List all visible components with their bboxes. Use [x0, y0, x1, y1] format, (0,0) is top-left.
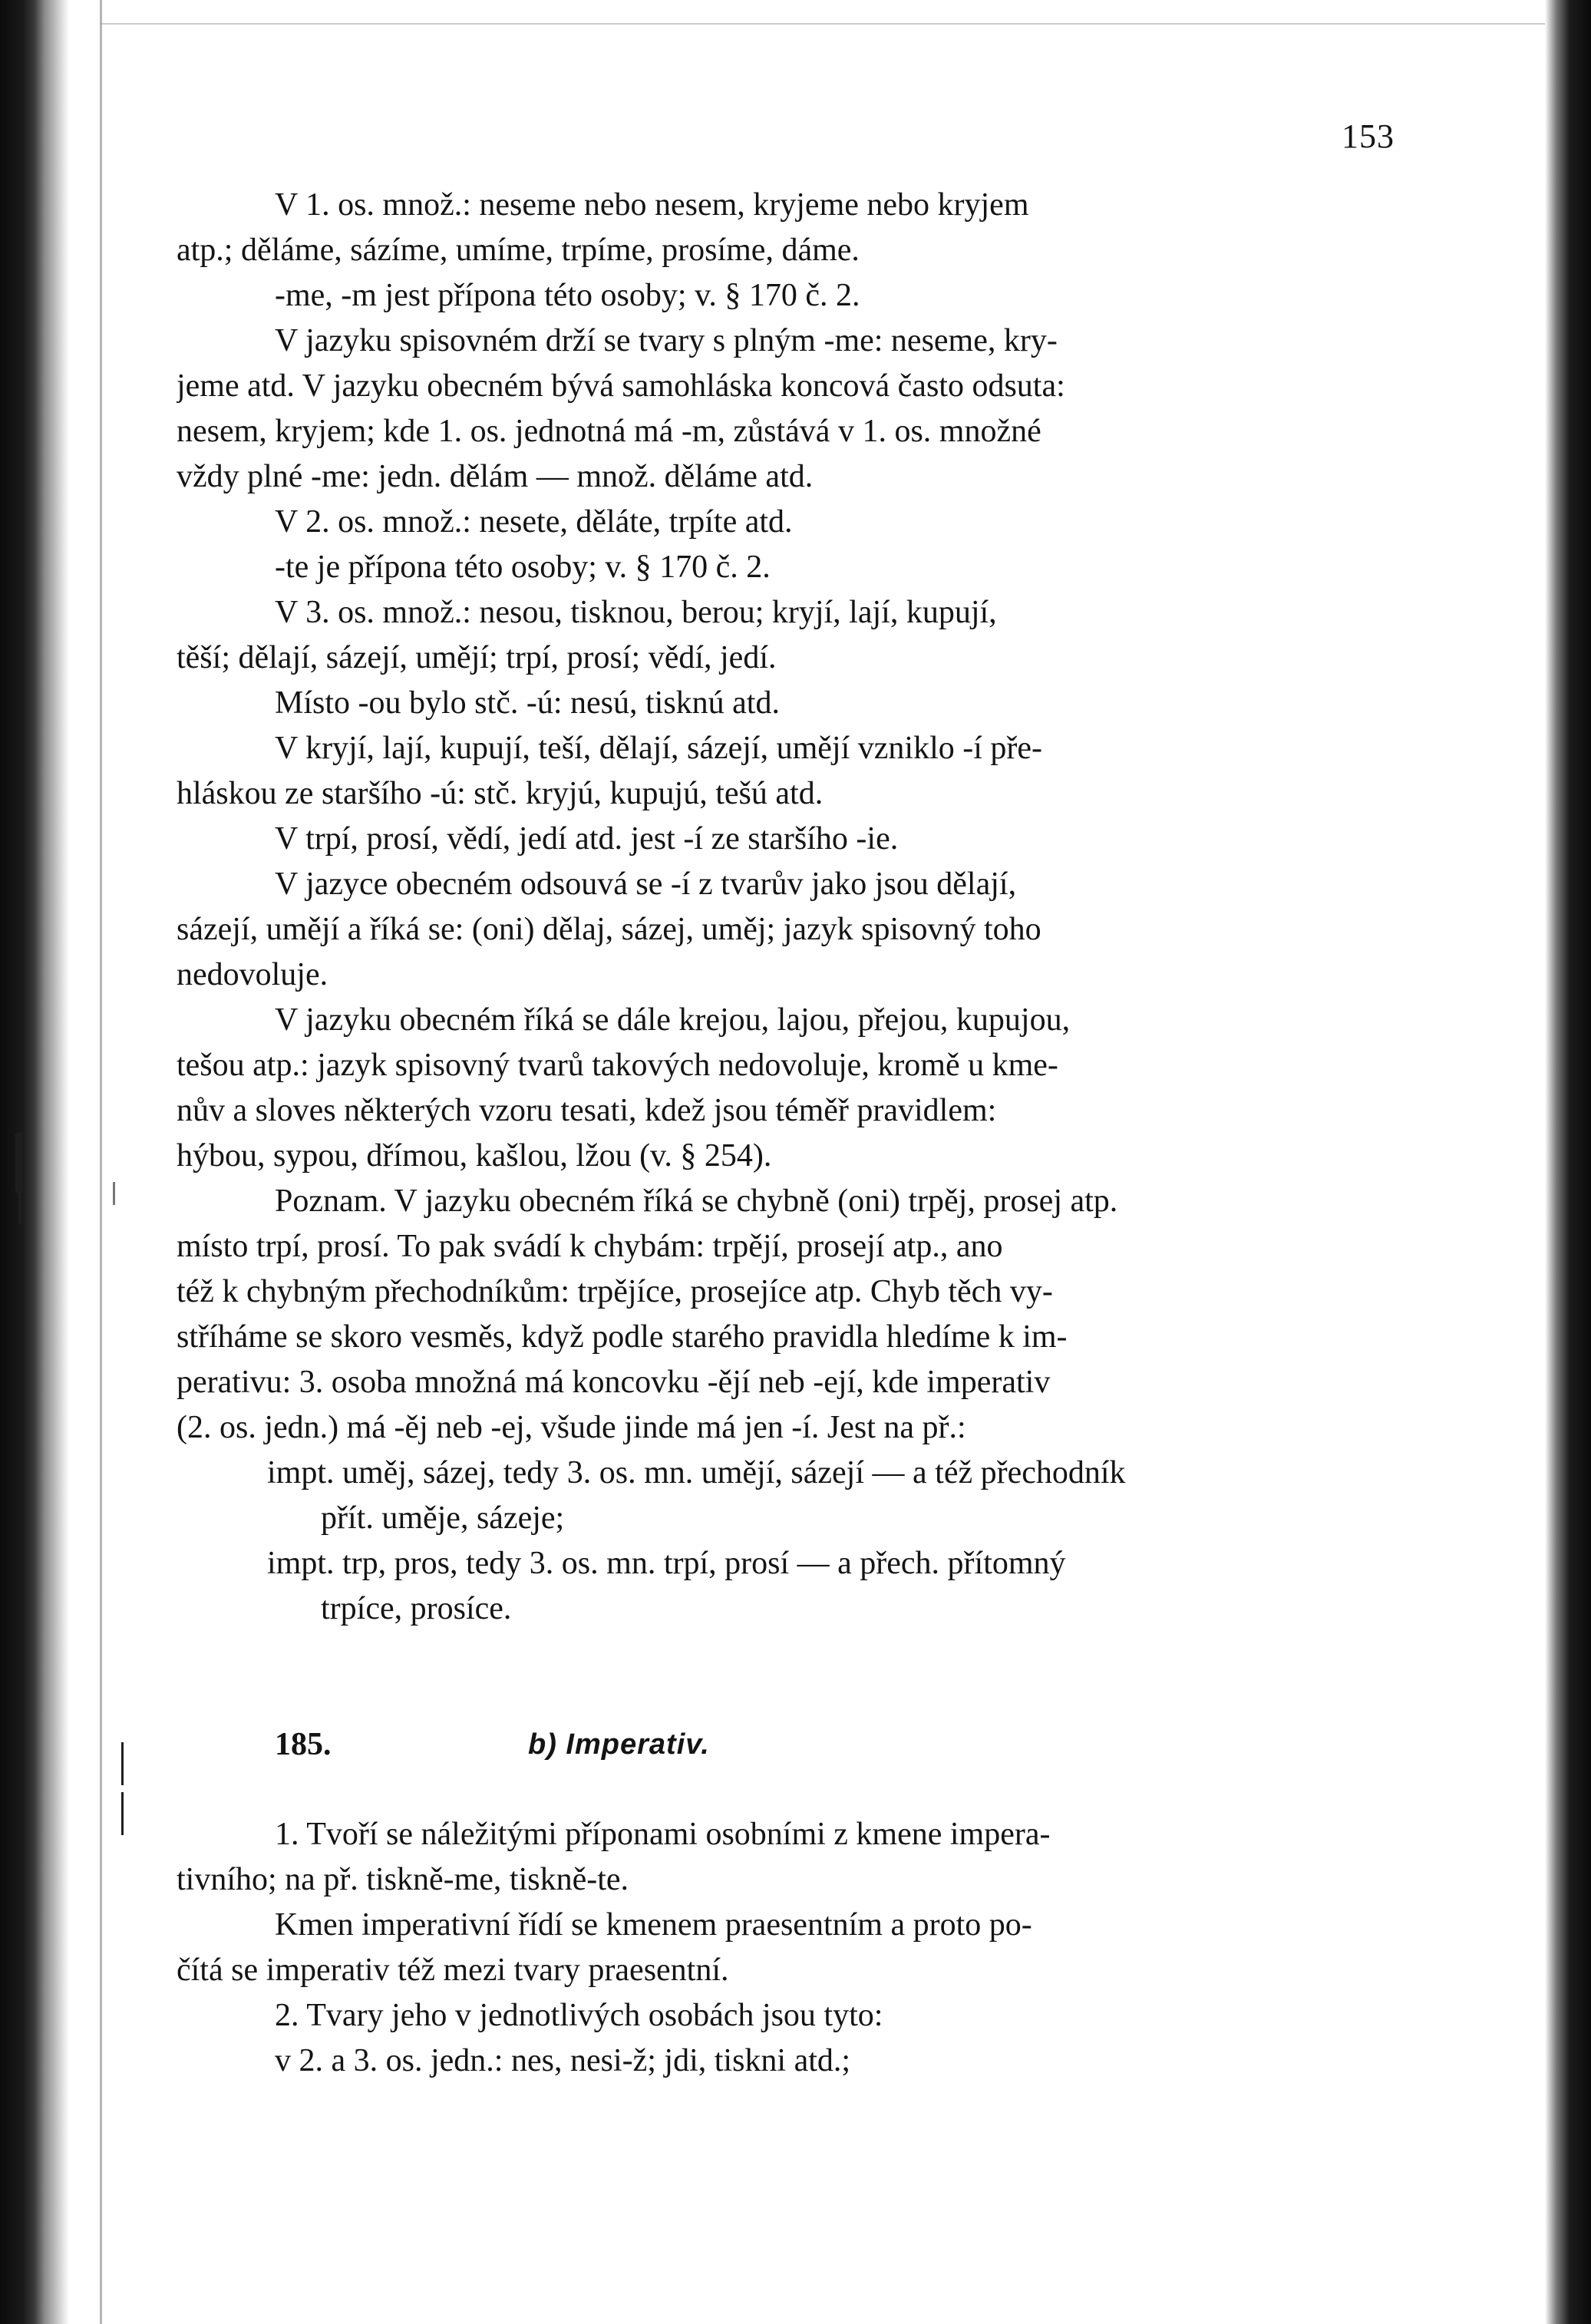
ink-mark: [15, 1132, 23, 1193]
text-line: Poznam. V jazyku obecném říká se chybně (oni) trpěj, prosej atp.: [275, 1183, 1118, 1219]
text-line: hýbou, sypou, dřímou, kašlou, lžou (v. § 254).: [177, 1138, 772, 1174]
text-line: tešou atp.: jazyk spisovný tvarů takových nedovoluje, kromě u kme-: [177, 1048, 1058, 1083]
ink-mark: [121, 1792, 124, 1835]
paragraphs-before: [177, 183, 1412, 1179]
text-line: V 1. os. množ.: neseme nebo nesem, kryjeme nebo kryjem: [275, 187, 1029, 223]
text-line: -te je přípona této osoby; v. § 170 č. 2.: [275, 550, 771, 585]
text-line: těší; dělají, sázejí, umějí; trpí, prosí; vědí, jedí.: [177, 640, 777, 675]
text-line: 2. Tvary jeho v jednotlivých osobách jsou tyto:: [275, 1998, 883, 2033]
section-number: 185.: [275, 1727, 332, 1762]
heading-gap: [177, 1768, 1412, 1812]
text-line: impt. uměj, sázej, tedy 3. os. mn. umějí, sázejí — a též přechodník: [267, 1455, 1126, 1490]
paragraphs-after: [177, 1812, 1412, 2084]
text-line: perativu: 3. osoba množná má koncovku -ějí neb -ejí, kde imperativ: [177, 1365, 1051, 1400]
text-line: V trpí, prosí, vědí, jedí atd. jest -í ze staršího -ie.: [275, 821, 899, 857]
text-line: V jazyku obecném říká se dále krejou, lajou, přejou, kupujou,: [275, 1002, 1071, 1038]
text-line: hláskou ze staršího -ú: stč. kryjú, kupujú, tešú atd.: [177, 776, 824, 811]
text-line: též k chybným přechodníkům: trpějíce, prosejíce atp. Chyb těch vy-: [177, 1274, 1053, 1309]
text-line: jeme atd. V jazyku obecném bývá samohláska koncová často odsuta:: [177, 368, 1065, 404]
text-line: 1. Tvoří se náležitými příponami osobními z kmene impera-: [275, 1817, 1051, 1852]
text-line: vždy plné -me: jedn. dělám — množ. děláme atd.: [177, 459, 814, 494]
text-line: impt. trp, pros, tedy 3. os. mn. trpí, prosí — a přech. přítomný: [267, 1546, 1066, 1581]
text-line: V 2. os. množ.: nesete, děláte, trpíte atd.: [275, 504, 793, 540]
text-line: místo trpí, prosí. To pak svádí k chybám: trpějí, prosejí atp., ano: [177, 1229, 1003, 1264]
text-line: -me, -m jest přípona této osoby; v. § 170 č. 2.: [275, 278, 860, 313]
ink-mark: [113, 1182, 115, 1205]
text-line: trpíce, prosíce.: [321, 1591, 512, 1626]
text-line: Kmen imperativní řídí se kmenem praesentním a proto po-: [275, 1907, 1032, 1943]
text-line: sázejí, umějí a říká se: (oni) dělaj, sázej, uměj; jazyk spisovný toho: [177, 912, 1041, 947]
text-line: v 2. a 3. os. jedn.: nes, nesi-ž; jdi, tiskni atd.;: [275, 2043, 851, 2078]
section-title: b) Imperativ.: [528, 1728, 710, 1761]
text-line: nedovoluje.: [177, 957, 328, 992]
text-line: V 3. os. množ.: nesou, tisknou, berou; kryjí, lají, kupují,: [275, 595, 997, 630]
section-heading: [177, 1722, 1412, 1768]
text-line: atp.; děláme, sázíme, umíme, trpíme, prosíme, dáme.: [177, 233, 860, 268]
poznamka-note: [177, 1179, 1412, 1632]
text-line: čítá se imperativ též mezi tvary praesentní.: [177, 1953, 729, 1988]
text-line: V jazyku spisovném drží se tvary s plným -me: neseme, kry-: [275, 323, 1058, 358]
text-line: nův a sloves některých vzoru tesati, kdež jsou téměř pravidlem:: [177, 1093, 997, 1128]
scan-margin-line: [100, 0, 102, 2324]
ink-mark: [121, 1742, 124, 1785]
text-line: tivního; na př. tiskně-me, tiskně-te.: [177, 1862, 629, 1897]
text-line: přít. uměje, sázeje;: [321, 1500, 565, 1536]
text-line: V jazyce obecném odsouvá se -í z tvarův jako jsou dělají,: [275, 867, 1017, 902]
scan-edge-right: [1545, 0, 1591, 2324]
text-line: (2. os. jedn.) má -ěj neb -ej, všude jinde má jen -í. Jest na př.:: [177, 1410, 966, 1445]
section-gap: [177, 1632, 1412, 1722]
scan-edge-top: [100, 23, 1591, 25]
text-line: V kryjí, lají, kupují, teší, dělají, sázejí, umějí vzniklo -í pře-: [275, 731, 1043, 766]
text-line: Místo -ou bylo stč. -ú: nesú, tisknú atd.: [275, 685, 780, 721]
text-line: stříháme se skoro vesměs, když podle starého pravidla hledíme k im-: [177, 1319, 1068, 1355]
scan-edge-left: [0, 0, 69, 2324]
text-line: nesem, kryjem; kde 1. os. jednotná má -m, zůstává v 1. os. množné: [177, 414, 1041, 449]
page-body: [177, 183, 1412, 2084]
ink-mark: [18, 1186, 21, 1224]
page-number: 153: [1342, 117, 1395, 155]
